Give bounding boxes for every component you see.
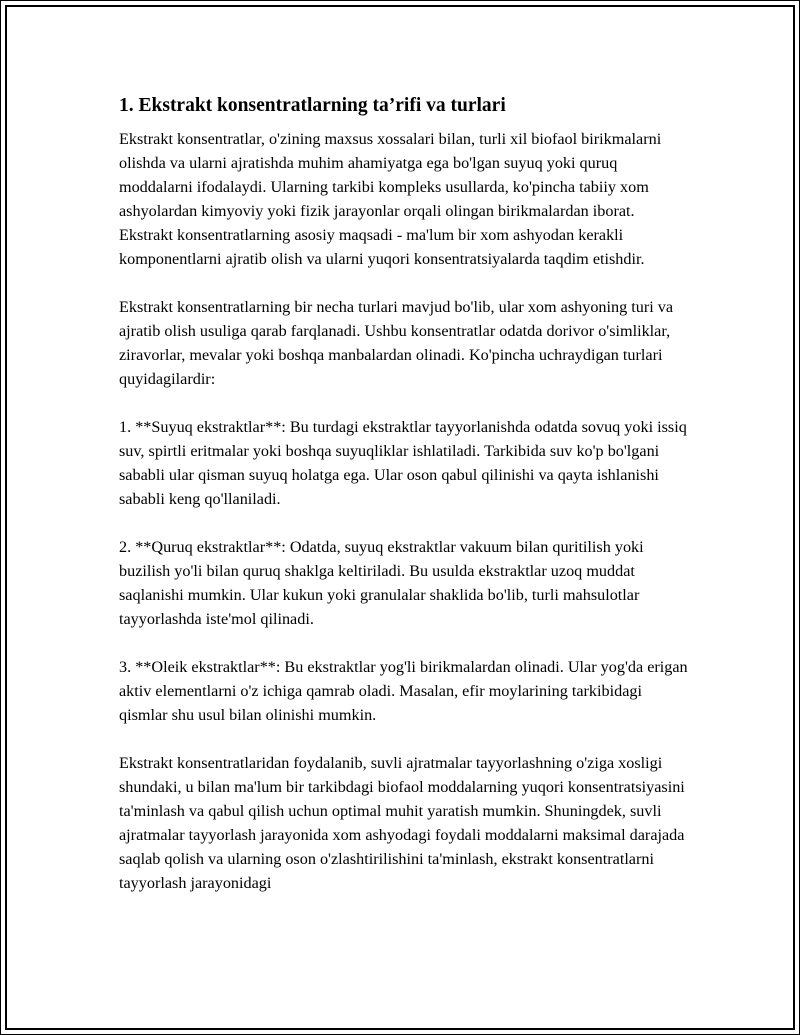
- paragraph-dry-extracts: 2. **Quruq ekstraktlar**: Odatda, suyuq ekstraktlar vakuum bilan quritilish yoki buzilish yo'li bilan quruq shaklga keltiriladi. Bu usulda ekstraktlar uzoq muddat saqlanishi mumkin. Ular kukun yoki granulalar shaklida bo'lib, turli mahsulotlar tayyorlashda iste'mol qilinadi.: [119, 538, 644, 628]
- paragraph-oleic-extracts: 3. **Oleik ekstraktlar**: Bu ekstraktlar yog'li birikmalardan olinadi. Ular yog'da erigan aktiv elementlarni o'z ichiga qamrab oladi. Masalan, efir moylarining tarkibidagi qismlar shu usul bilan olinishi mumkin.: [119, 658, 688, 724]
- section-heading: 1. Ekstrakt konsentratlarning ta’rifi va turlari: [119, 95, 506, 116]
- paragraph-definition: Ekstrakt konsentratlar, o'zining maxsus xossalari bilan, turli xil biofaol birikmalarni olishda va ularni ajratishda muhim ahamiyatga ega bo'lgan suyuq yoki quruq moddalarni ifodalaydi. Ularning tarkibi kompleks usullarda, ko'pincha tabiiy xom ashyolardan kimyoviy yoki fizik jarayonlar orqali olingan birikmalardan iborat. Ekstrakt konsentratlarning asosiy maqsadi - ma'lum bir xom ashyodan kerakli komponentlarni ajratib olish va ularni yuqori konsentratsiyalarda taqdim etishdir.: [119, 130, 662, 268]
- paragraph-liquid-extracts: 1. **Suyuq ekstraktlar**: Bu turdagi ekstraktlar tayyorlanishda odatda sovuq yoki issiq suv, spirtli eritmalar yoki boshqa suyuqliklar ishlatiladi. Tarkibida suv ko'p bo'lgani sababli ular qisman suyuq holatga ega. Ular oson qabul qilinishi va qayta ishlanishi sababli keng qo'llaniladi.: [119, 418, 687, 508]
- document-body: [119, 93, 689, 919]
- paragraph-types-intro: Ekstrakt konsentratlarning bir necha turlari mavjud bo'lib, ular xom ashyoning turi va ajratib olish usuliga qarab farqlanadi. Ushbu konsentratlar odatda dorivor o'simliklar, ziravorlar, mevalar yoki boshqa manbalardan olinadi. Ko'pincha uchraydigan turlari quyidagilardir:: [119, 298, 674, 388]
- paragraph-conclusion: Ekstrakt konsentratlaridan foydalanib, suvli ajratmalar tayyorlashning o'ziga xosligi shundaki, u bilan ma'lum bir tarkibdagi biofaol moddalarning yuqori konsentratsiyasini ta'minlash va qabul qilish uchun optimal muhit yaratish mumkin. Shuningdek, suvli ajratmalar tayyorlash jarayonida xom ashyodagi foydali moddalarni maksimal darajada saqlab qolish va ularning oson o'zlashtirilishini ta'minlash, ekstrakt konsentratlarni tayyorlash jarayonidagi: [119, 754, 685, 892]
